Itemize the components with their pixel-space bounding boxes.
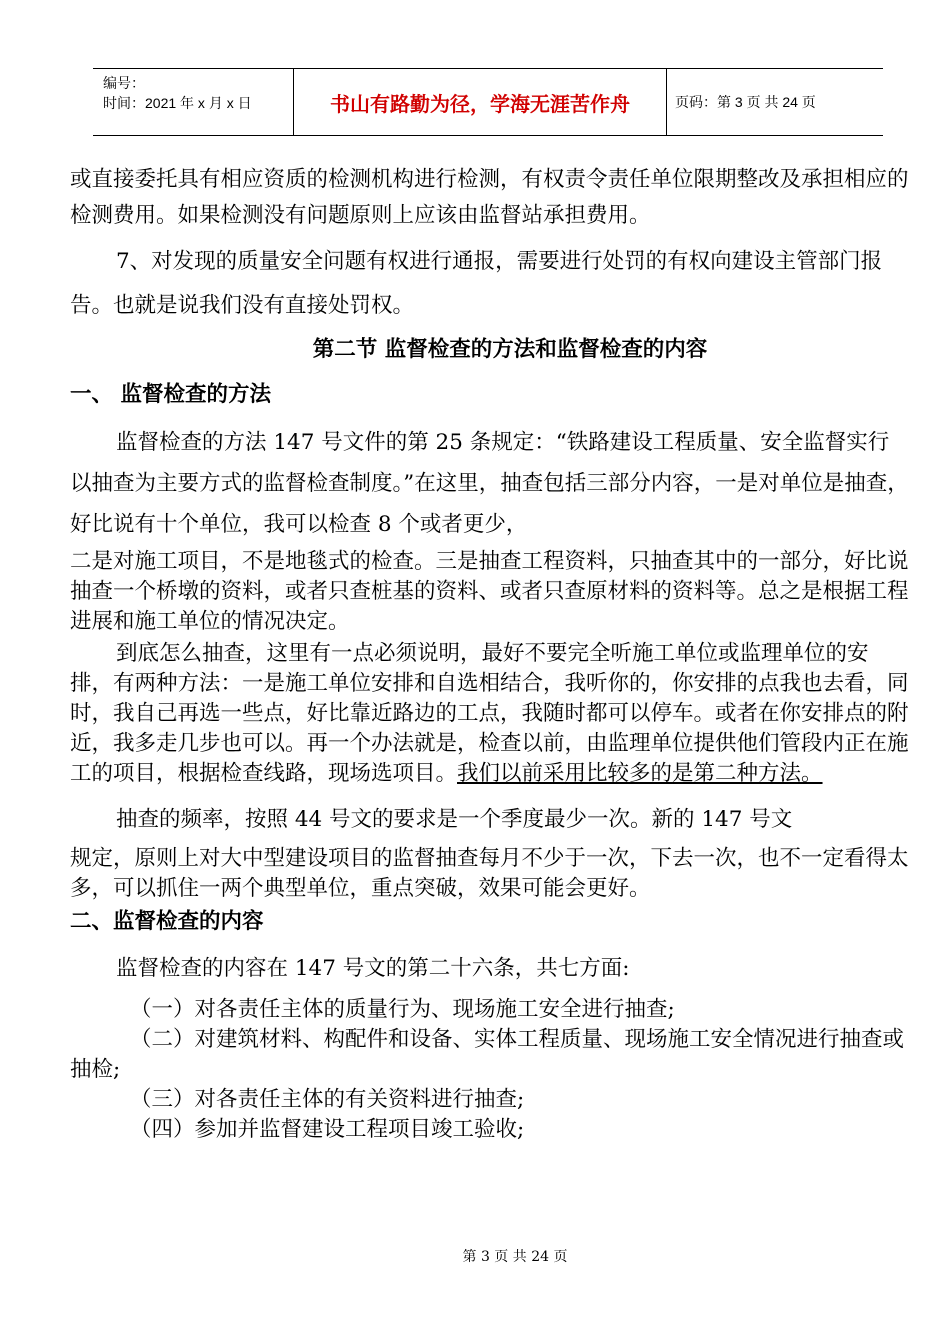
paragraph: [70, 639, 910, 789]
heading-methods: 一、 监督检查的方法: [70, 382, 271, 407]
paragraph: 或直接委托具有相应资质的检测机构进行检测，有权责令责任单位限期整改及承担相应的检测费用。如果检测没有问题原则上应该由监督站承担费用。: [70, 167, 909, 228]
page-header: [93, 68, 883, 136]
list-item: （二）对建筑材料、构配件和设备、实体工程质量、现场施工安全情况进行抽查或抽检;: [70, 1027, 905, 1082]
paragraph: 二是对施工项目，不是地毯式的检查。三是抽查工程资料，只抽查其中的一部分，好比说抽查一个桥墩的资料，或者只查桩基的资料、或者只查原材料的资料等。总之是根据工程进展和施工单位的情况决定。: [70, 549, 909, 634]
paragraph: 监督检查的方法 147 号文件的第 25 条规定：“铁路建设工程质量、安全监督实行以抽查为主要方式的监督检查制度。”在这里，抽查包括三部分内容，一是对单位是抽查，好比说有十个单位，我可以检查 8 个或者更少，: [70, 430, 909, 537]
time-label: 时间：2021 年 x 月 x 日: [103, 95, 252, 111]
list-item: （一）对各责任主体的质量行为、现场施工安全进行抽查;: [130, 997, 675, 1022]
number-label: 编号：: [103, 75, 145, 91]
paragraph: 抽查的频率，按照 44 号文的要求是一个季度最少一次。新的 147 号文: [116, 807, 793, 832]
heading-contents: 二、监督检查的内容: [70, 909, 264, 934]
paragraph: 规定，原则上对大中型建设项目的监督抽查每月不少于一次，下去一次，也不一定看得太多，可以抓住一两个典型单位，重点突破，效果可能会更好。: [70, 846, 909, 901]
page-footer: 第 3 页 共 24 页: [462, 1249, 568, 1265]
underlined-sentence: 我们以前采用比较多的是第二种方法。: [457, 761, 823, 786]
section-title: 第二节 监督检查的方法和监督检查的内容: [312, 337, 708, 362]
paragraph-text: 到底怎么抽查，这里有一点必须说明，最好不要完全听施工单位或监理单位的安排，有两种方法：一是施工单位安排和自选相结合，我听你的，你安排的点我也去看，同时，我自己再选一些点，好比靠近路边的工点，我随时都可以停车。或者在你安排点的附近，我多走几步也可以。再一个办法就是，检查以前，由监理单位提供他们管段内正在施工的项目，根据检查线路，现场选项目。: [70, 641, 909, 786]
paragraph: 7、对发现的质量安全问题有权进行通报，需要进行处罚的有权向建设主管部门报告。也就是说我们没有直接处罚权。: [70, 249, 883, 318]
list-item: （三）对各责任主体的有关资料进行抽查;: [130, 1087, 525, 1112]
header-meta: [93, 69, 294, 135]
header-motto: 书山有路勤为径，学海无涯苦作舟: [294, 69, 667, 135]
document-body: [70, 162, 910, 1145]
header-page-label: 页码：第 3 页 共 24 页: [675, 94, 816, 110]
list-item: （四）参加并监督建设工程项目竣工验收;: [130, 1117, 525, 1142]
paragraph: 监督检查的内容在 147 号文的第二十六条，共七方面:: [116, 956, 630, 981]
